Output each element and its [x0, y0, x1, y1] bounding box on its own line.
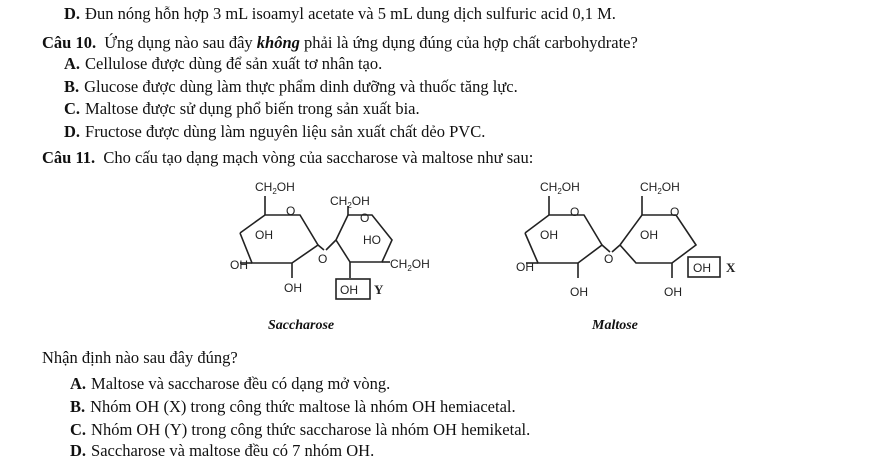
- option-letter: D.: [64, 122, 81, 141]
- maltose-oh-4: OH: [570, 285, 588, 299]
- maltose-bridge-o: O: [604, 252, 614, 266]
- maltose-oh-x: OH: [693, 261, 711, 275]
- saccharose-ch2oh-2: $CH_2OH$: [330, 194, 370, 210]
- option-letter: D.: [64, 4, 81, 23]
- option-text: Saccharose và maltose đều có 7 nhóm OH.: [91, 441, 375, 460]
- option-text: Nhóm OH (Y) trong công thức saccharose là nhóm OH hemiketal.: [91, 420, 531, 439]
- saccharose-oh-1: OH: [255, 228, 273, 242]
- q11-prompt: Nhận định nào sau đây đúng?: [42, 348, 238, 367]
- option-text: Maltose và saccharose đều có dạng mở vòng.: [91, 374, 391, 393]
- maltose-ch2oh-1: $CH_2OH$: [540, 180, 580, 196]
- option-letter: A.: [70, 374, 87, 393]
- q11-option-b: [70, 397, 516, 417]
- saccharose-oh-3: OH: [284, 281, 302, 295]
- option-letter: A.: [64, 54, 81, 73]
- stem-before: Ứng dụng nào sau đây: [104, 33, 253, 52]
- q11-option-a: [70, 374, 390, 394]
- option-letter: C.: [64, 99, 81, 118]
- maltose-oh-5: OH: [664, 285, 682, 299]
- stem-text: Cho cấu tạo dạng mạch vòng của saccharose và maltose như sau:: [103, 148, 534, 167]
- option-letter: B.: [70, 397, 86, 416]
- maltose-ring-o-2: O: [670, 205, 680, 219]
- maltose-caption: Maltose: [592, 318, 638, 333]
- saccharose-bridge-o: O: [318, 252, 328, 266]
- maltose-ring-2: [620, 215, 696, 263]
- stem-emphasis: không: [256, 33, 300, 52]
- question-number: Câu 10.: [42, 33, 97, 52]
- option-text: Maltose được sử dụng phổ biến trong sản xuất bia.: [85, 99, 420, 118]
- saccharose-oh-2: OH: [230, 258, 248, 272]
- maltose-oh-3: OH: [516, 260, 534, 274]
- option-text: Glucose được dùng làm thực phẩm dinh dưỡng và thuốc tăng lực.: [84, 77, 518, 96]
- maltose-ring-1: [525, 215, 602, 263]
- maltose-ring-o-1: O: [570, 205, 580, 219]
- option-text: Fructose được dùng làm nguyên liệu sản xuất chất dẻo PVC.: [85, 122, 486, 141]
- saccharose-ch2oh-1: $CH_2OH$: [255, 180, 295, 196]
- option-letter: B.: [64, 77, 80, 96]
- saccharose-oh-y: OH: [340, 283, 358, 297]
- saccharose-ch2oh-3: $CH_2OH$: [390, 257, 430, 273]
- option-letter: D.: [70, 441, 87, 460]
- saccharose-ho: HO: [363, 233, 381, 247]
- maltose-ch2oh-2: $CH_2OH$: [640, 180, 680, 196]
- option-text: Cellulose được dùng để sản xuất tơ nhân tạo.: [85, 54, 383, 73]
- saccharose-ring-o-2: O: [360, 211, 370, 225]
- saccharose-caption: Saccharose: [268, 318, 335, 333]
- maltose-label-x: X: [726, 260, 736, 275]
- saccharose-glucose-ring: [240, 215, 318, 263]
- maltose-oh-2: OH: [640, 228, 658, 242]
- option-text: Đun nóng hỗn hợp 3 mL isoamyl acetate và 5 mL dung dịch sulfuric acid 0,1 M.: [85, 4, 616, 23]
- saccharose-label-y: Y: [374, 282, 384, 297]
- q11-option-d: [70, 441, 374, 461]
- option-text: Nhóm OH (X) trong công thức maltose là nhóm OH hemiacetal.: [90, 397, 516, 416]
- saccharose-ring-o-1: O: [286, 204, 296, 218]
- question-number: Câu 11.: [42, 148, 96, 167]
- stem-after: phải là ứng dụng đúng của hợp chất carbohydrate?: [304, 33, 638, 52]
- maltose-oh-1: OH: [540, 228, 558, 242]
- q11-option-c: [70, 420, 530, 440]
- option-letter: C.: [70, 420, 87, 439]
